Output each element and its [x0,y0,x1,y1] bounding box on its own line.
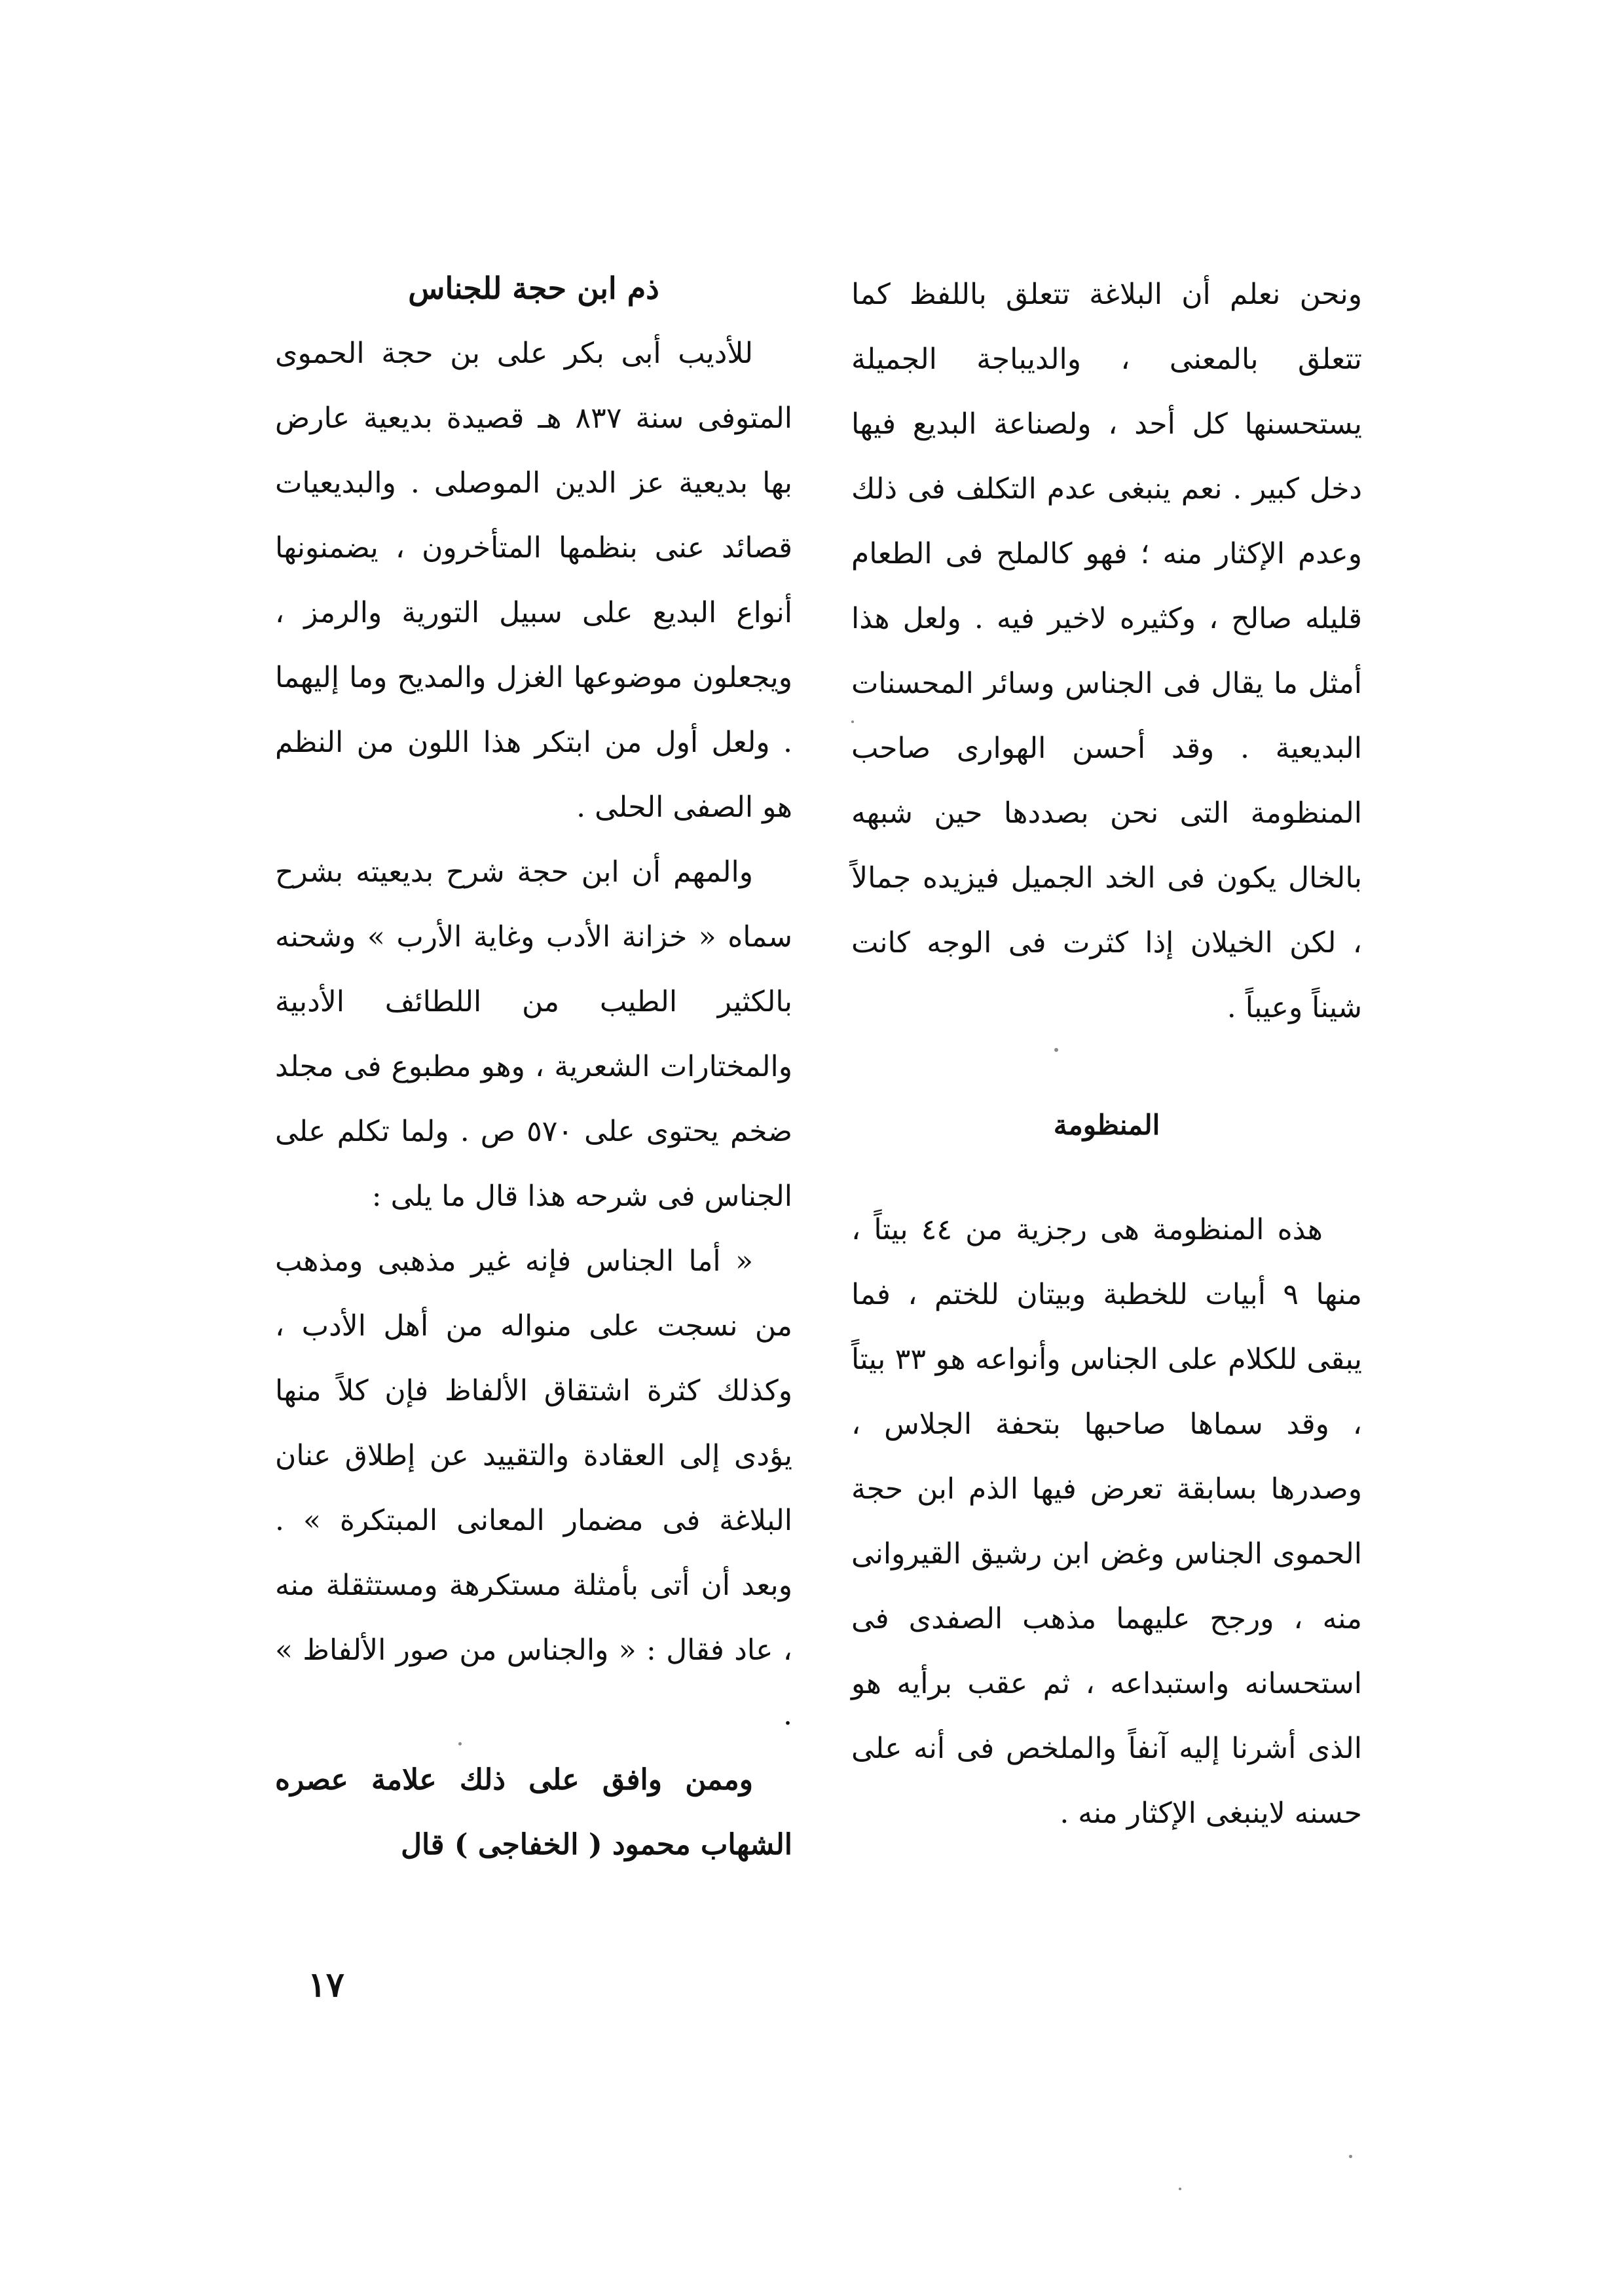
right-paragraph-2: هذه المنظومة هى رجزية من ٤٤ بيتاً ، منها ٩ أبيات للخطبة وبيتان للختم ، فما يبقى للكلام على الجناس وأنواعه هو ٣٣ بيتاً ، وقد سماها صاحبها بتحفة الجلاس ، وصدرها بسابقة تعرض فيها الذم ابن حجة الحموى الجناس وغض ابن رشيق القيروانى منه ، ورجح عليهما مذهب الصفدى فى استحسانه واستبداعه ، ثم عقب برأيه هو الذى أشرنا إليه آنفاً والملخص فى أنه على حسنه لاينبغى الإكثار منه . [851,1213,1363,1830]
page-number: ١٧ [308,1965,344,2005]
left-paragraph-3: « أما الجناس فإنه غير مذهبى ومذهب من نسجت على منواله من أهل الأدب ، وكذلك كثرة اشتقاق الألفاظ فإن كلاً منها يؤدى إلى العقادة والتقييد عن إطلاق عنان البلاغة فى مضمار المعانى المبتكرة » . وبعد أن أتى بأمثلة مستكرهة ومستثقلة منه ، عاد فقال : « والجناس من صور الألفاظ » . [275,1244,792,1732]
left-paragraph-4: وممن وافق على ذلك علامة عصره الشهاب محمود ( الخفاجى ) قال [275,1763,792,1861]
section-heading-manzuma: المنظومة [1053,1109,1160,1141]
left-paragraph-1: للأديب أبى بكر على بن حجة الحموى المتوفى سنة ٨٣٧ هـ قصيدة بديعية عارض بها بديعية عز الدين الموصلى . والبديعيات قصائد عنى بنظمها المتأخرون ، يضمنونها أنواع البديع على سبيل التورية والرمز ، ويجعلون موضوعها الغزل والمديح وما إليهما . ولعل أول من ابتكر هذا اللون من النظم هو الصفى الحلى . [275,337,792,824]
left-column-title: ذم ابن حجة للجناس [408,271,659,306]
scan-speck [1179,2188,1181,2190]
scan-speck [1054,1048,1058,1052]
left-paragraph-2: والمهم أن ابن حجة شرح بديعيته بشرح سماه « خزانة الأدب وغاية الأرب » وشحنه بالكثير الطيب من اللطائف الأدبية والمختارات الشعرية ، وهو مطبوع فى مجلد ضخم يحتوى على ٥٧٠ ص . ولما تكلم على الجناس فى شرحه هذا قال ما يلى : [275,855,792,1213]
scan-speck [851,720,854,723]
right-column [851,262,1362,1846]
right-paragraph-1: ونحن نعلم أن البلاغة تتعلق باللفظ كما تتعلق بالمعنى ، والديباجة الجميلة يستحسنها كل أحد ، ولصناعة البديع فيها دخل كبير . نعم ينبغى عدم التكلف فى ذلك وعدم الإكثار منه ؛ فهو كالملح فى الطعام قليله صالح ، وكثيره لاخير فيه . ولعل هذا أمثل ما يقال فى الجناس وسائر المحسنات البديعية . وقد أحسن الهوارى صاحب المنظومة التى نحن بصددها حين شبهه بالخال يكون فى الخد الجميل فيزيده جمالاً ، لكن الخيلان إذا كثرت فى الوجه كانت شيناً وعيباً . [851,278,1362,1024]
left-column [275,262,792,1877]
scan-speck [1349,2155,1352,2158]
scan-speck [458,1742,462,1745]
